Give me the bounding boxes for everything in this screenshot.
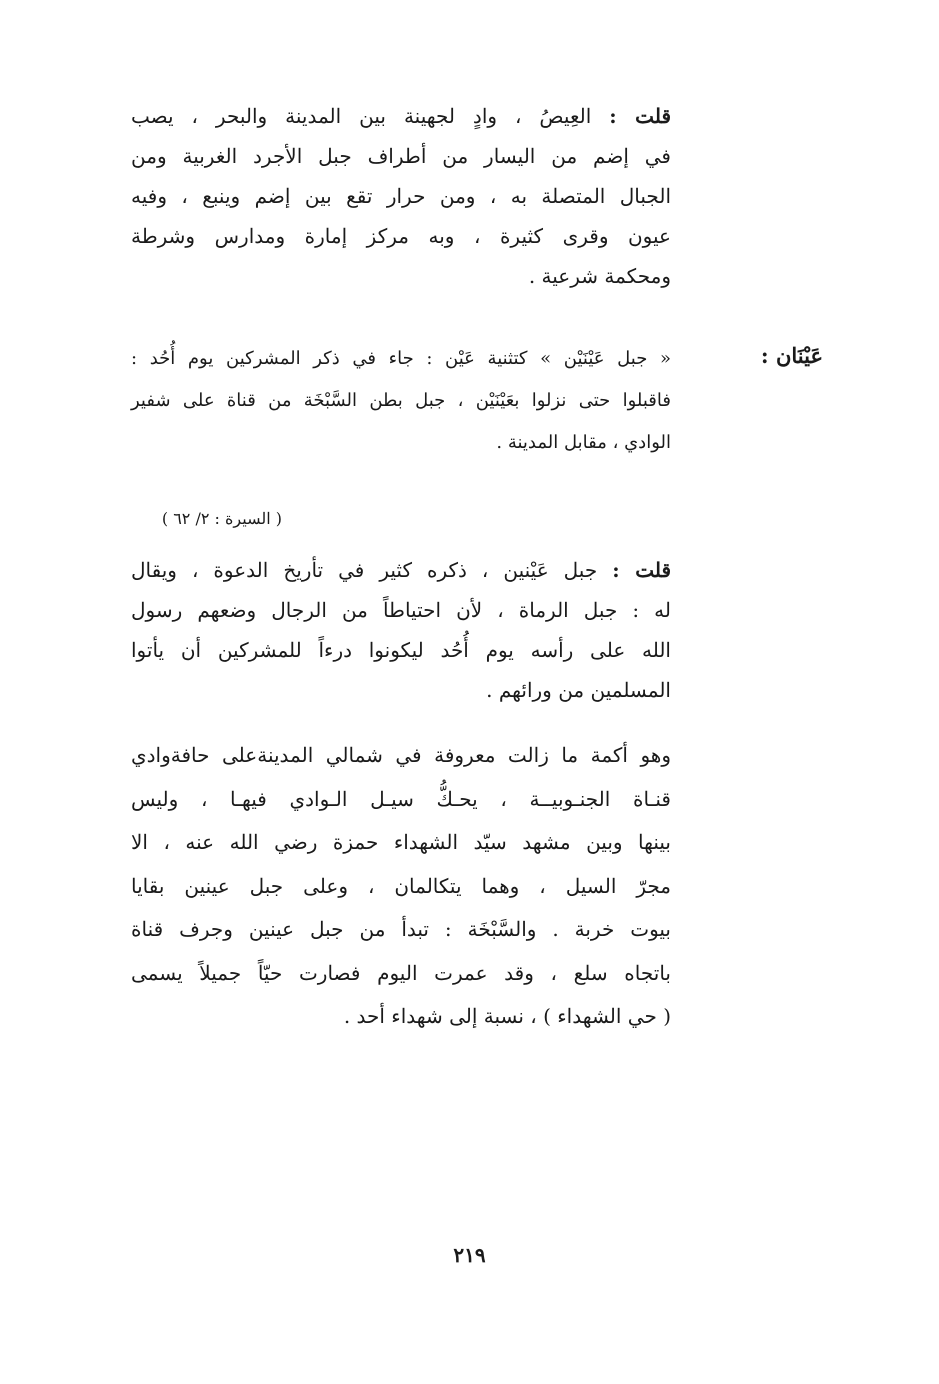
line-text: جبل عَيْنين ، ذكره كثير في تأريخ الدعوة ، ويقال [131,558,598,582]
paragraph-line: المسلمين من ورائهم . [486,678,671,702]
paragraph-line: ومحكمة شرعية . [528,264,671,288]
paragraph-line: بيوت خربة . والسَّبْخَة : تبدأ من جبل عينين وجرف قناة [131,917,671,941]
paragraph-line: الجبال المتصلة به ، ومن حرار تقع بين إضم وينبع ، وفيه [131,184,671,208]
line-text: العِيصُ ، وادٍ لجهينة بين المدينة والبحر ، يصب [131,104,592,128]
paragraph-line: في إضم من اليسار من أطراف جبل الأجرد الغربية ومن [131,144,671,168]
paragraph-line: بينها وبين مشهد سيّد الشهداء حمزة رضي الله عنه ، الا [131,830,671,854]
entry-line: الوادي ، مقابل المدينة . [496,432,671,453]
source-citation: ( السيرة : ٢/ ٦٢ ) [161,509,282,528]
qult-label: قلت : [612,558,672,582]
paragraph-qult-1 [131,96,671,296]
page-number: ٢١٩ [453,1243,486,1267]
paragraph-line: عيون وقرى كثيرة ، وبه مركز إمارة ومدارس وشرطة [131,224,671,248]
qult-label: قلت : [609,104,672,128]
paragraph-line: مجرّ السيل ، وهما يتكالمان ، وعلى جبل عينين بقايا [131,873,671,898]
paragraph-line: باتجاه سلع ، وقد عمرت اليوم فصارت حيّاً جميلاً يسمى [131,960,671,985]
paragraph-line: ( حي الشهداء ) ، نسبة إلى شهداء أحد . [343,1004,671,1028]
entry-line: « جبل عَيْنَيْن » كتثنية عَيْن : جاء في ذكر المشركين يوم أُحُد : [131,348,671,369]
paragraph-qult-2 [131,550,671,710]
paragraph-line: وهو أكمة ما زالت معروفة في شمالي المدينةعلى حافةوادي [131,743,671,767]
paragraph-line: قنـاة الجنـوبيــة ، يحـكُّ سيـل الـوادي فيهـا ، وليس [131,786,671,811]
entry-body [131,338,671,464]
paragraph-description [131,734,671,1039]
paragraph-line [131,96,671,136]
entry-line: فاقبلوا حتى نزلوا بعَيْنَيْن ، جبل بطن السَّبْخَة من قناة على شفير [131,390,671,411]
paragraph-line: له : جبل الرماة ، لأن احتياطاً من الرجال وضعهم رسول [131,598,671,622]
paragraph-line [131,550,671,590]
paragraph-line: الله على رأسه يوم أُحُد ليكونوا درءاً للمشركين أن يأتوا [131,638,671,662]
entry-headword: عَيْنَان : [760,343,823,368]
